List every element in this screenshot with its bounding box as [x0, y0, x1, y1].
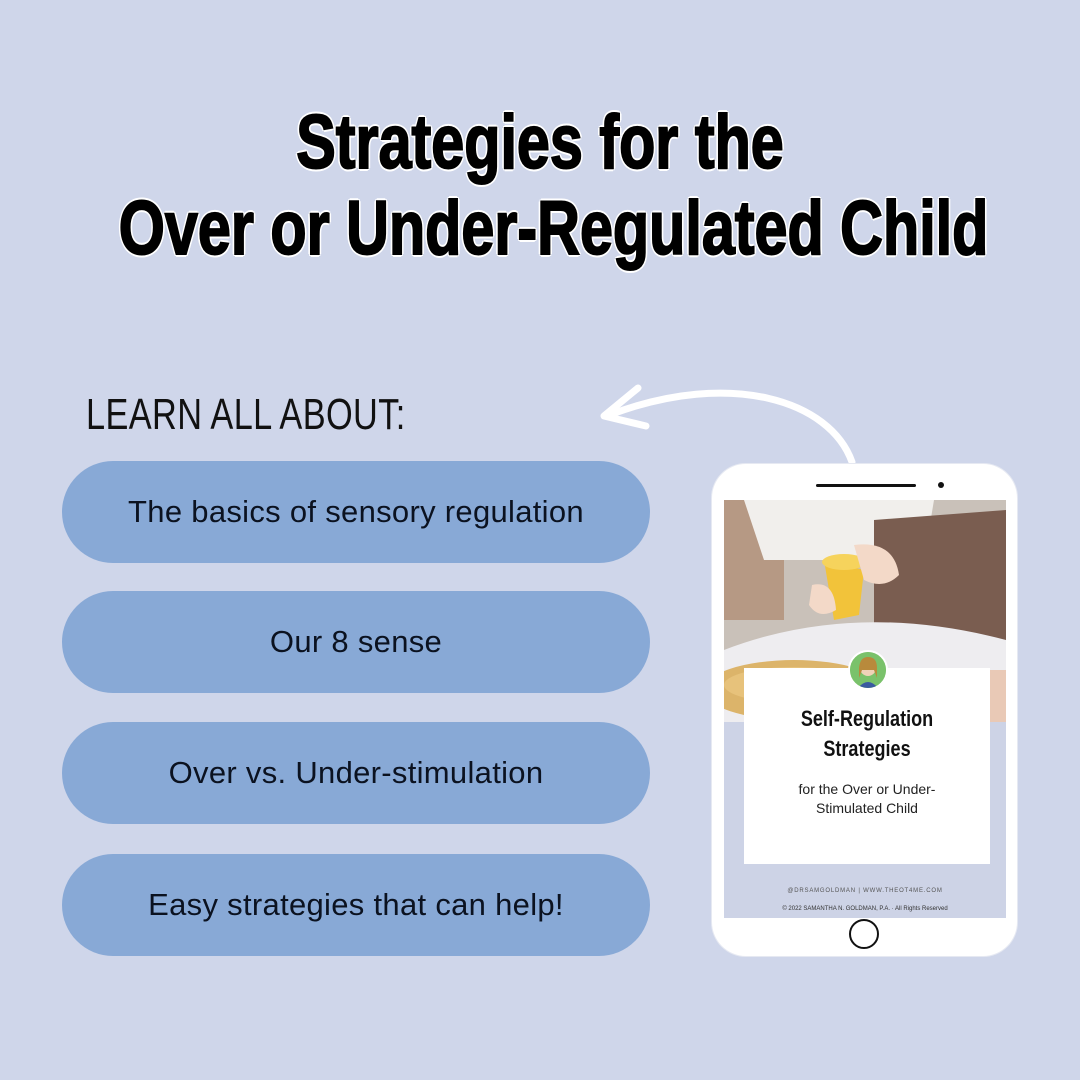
home-button-icon — [849, 919, 879, 949]
topic-pill-senses — [62, 591, 650, 693]
topic-pill-basics — [62, 461, 650, 563]
camera-dot — [938, 482, 944, 488]
title-line-1: Strategies for the — [296, 100, 784, 185]
avatar-logo-icon — [848, 650, 888, 690]
learn-heading: LEARN ALL ABOUT: — [86, 390, 406, 439]
cover-footer-copyright: © 2022 SAMANTHA N. GOLDMAN, P.A. · All Rights Reserved — [782, 906, 948, 912]
topic-label: The basics of sensory regulation — [128, 494, 584, 529]
topic-pill-strategies — [62, 854, 650, 956]
tablet-device — [712, 464, 1017, 956]
topic-pill-stimulation — [62, 722, 650, 824]
title-line-2: Over or Under-Regulated Child — [118, 186, 989, 271]
cover-card — [744, 668, 990, 864]
page-title — [118, 100, 989, 272]
cover-footer-handles: @DRSAMGOLDMAN | WWW.THEOT4ME.COM — [787, 888, 943, 894]
cover-subtitle: for the Over or Under- Stimulated Child — [798, 781, 936, 816]
speaker-grille — [816, 484, 916, 487]
tablet-screen — [724, 500, 1006, 918]
topic-label: Over vs. Under-stimulation — [168, 755, 544, 790]
cover-title: Self-Regulation Strategies — [800, 706, 934, 761]
topic-label: Our 8 sense — [269, 624, 443, 659]
topic-label: Easy strategies that can help! — [148, 887, 564, 922]
